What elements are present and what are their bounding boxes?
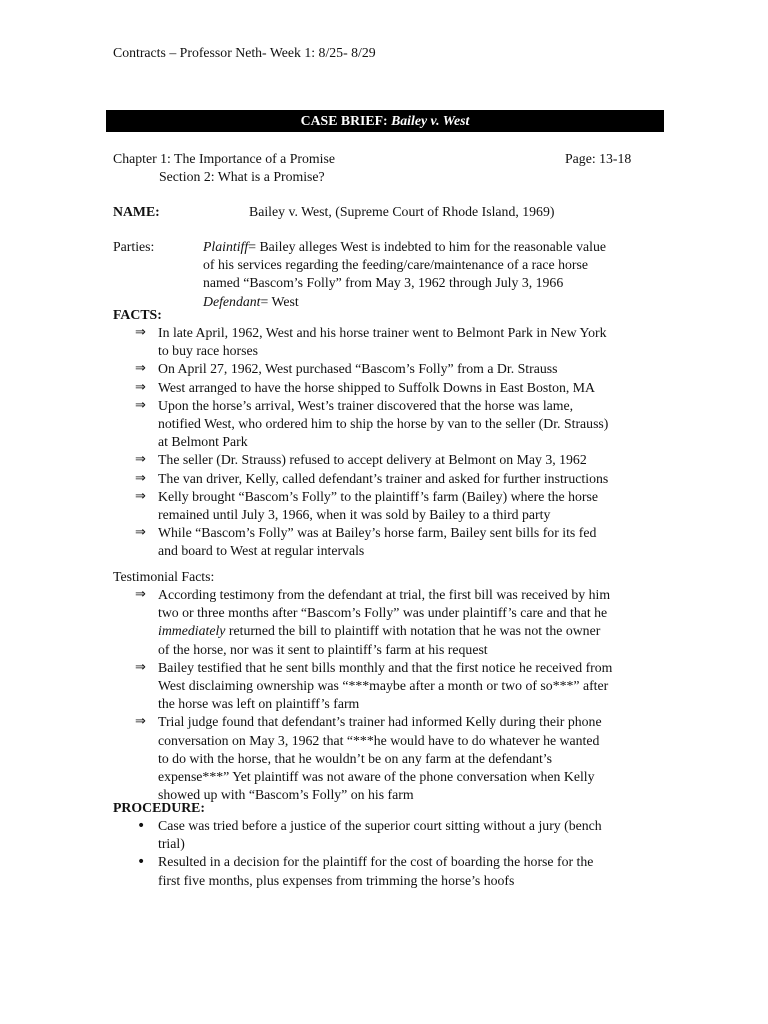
parties-label: Parties: — [113, 239, 155, 254]
list-item — [113, 379, 673, 397]
facts-list — [113, 324, 673, 561]
list-item — [113, 488, 673, 524]
list-item — [113, 524, 673, 560]
plaintiff-text-line: named “Bascom’s Folly” from May 3, 1962 through July 3, 1966 — [203, 275, 564, 291]
list-item-line: and board to West at regular intervals — [158, 543, 365, 559]
arrow-icon: ⇒ — [135, 379, 146, 395]
list-item-line: Trial judge found that defendant’s trainer had informed Kelly during their phone — [158, 714, 602, 730]
facts-heading: FACTS: — [113, 307, 162, 322]
plaintiff-label: Plaintiff — [203, 239, 249, 254]
list-item-line: Case was tried before a justice of the superior court sitting without a jury (bench — [158, 818, 602, 833]
arrow-icon: ⇒ — [135, 587, 146, 602]
arrow-icon: ⇒ — [135, 361, 146, 377]
name-value: Bailey v. West, (Supreme Court of Rhode Island, 1969) — [249, 204, 555, 219]
title-prefix: CASE BRIEF: — [300, 113, 392, 128]
arrow-icon: ⇒ — [135, 452, 146, 468]
list-item-line: notified West, who ordered him to ship the horse by van to the seller (Dr. Strauss) — [158, 416, 609, 432]
list-item-line: According testimony from the defendant at trial, the first bill was received by him — [158, 587, 611, 602]
arrow-icon: ⇒ — [135, 325, 146, 340]
list-item — [113, 817, 673, 853]
chapter-title: Chapter 1: The Importance of a Promise — [113, 151, 335, 166]
bullet-icon: • — [137, 818, 146, 834]
arrow-icon: ⇒ — [135, 525, 146, 541]
list-item-line: In late April, 1962, West and his horse trainer went to Belmont Park in New York — [158, 325, 607, 340]
page-reference: Page: 13-18 — [565, 151, 632, 166]
emphasis-text: immediately — [158, 623, 226, 639]
list-item-line: at Belmont Park — [158, 434, 248, 450]
parties-block — [203, 238, 643, 311]
testimonial-facts-heading: Testimonial Facts: — [113, 569, 215, 584]
case-brief-title-bar — [106, 110, 664, 132]
list-item-line: the horse was left on plaintiff’s farm — [158, 696, 360, 712]
list-item-line: Resulted in a decision for the plaintiff for the cost of boarding the horse for the — [158, 854, 594, 870]
list-item-line: expense***” Yet plaintiff was not aware of the phone conversation when Kelly — [158, 769, 595, 785]
list-item-line: Upon the horse’s arrival, West’s trainer discovered that the horse was lame, — [158, 397, 574, 413]
list-item-line: The van driver, Kelly, called defendant’s trainer and asked for further instructions — [158, 470, 609, 486]
list-item-line: Bailey testified that he sent bills monthly and that the first notice he received from — [158, 659, 613, 675]
list-item-line: first five months, plus expenses from trimming the horse’s hoofs — [158, 872, 515, 888]
list-item-text: returned the bill to plaintiff with notation that he was not the owner — [225, 623, 601, 639]
list-item — [113, 360, 673, 378]
arrow-icon: ⇒ — [135, 397, 146, 413]
testimonial-facts-list — [113, 586, 673, 804]
arrow-icon: ⇒ — [135, 714, 146, 730]
list-item — [113, 470, 673, 488]
list-item-line: West disclaiming ownership was “***maybe after a month or two of so***” after — [158, 678, 609, 694]
list-item — [113, 451, 673, 469]
list-item-line: conversation on May 3, 1962 that “***he would have to do whatever he wanted — [158, 732, 600, 748]
plaintiff-text-line: of his services regarding the feeding/care/maintenance of a race horse — [203, 257, 588, 273]
list-item — [113, 586, 673, 659]
list-item-line: to do with the horse, that he wouldn’t be on any farm at the defendant’s — [158, 750, 553, 766]
defendant-text: = West — [260, 293, 299, 309]
defendant-line — [203, 293, 643, 311]
list-item-line: trial) — [158, 836, 185, 852]
list-item-line: of the horse, nor was it sent to plaintiff’s farm at his request — [158, 641, 488, 657]
name-label: NAME: — [113, 204, 160, 219]
list-item — [113, 397, 673, 452]
case-name: Bailey v. West — [391, 113, 470, 128]
list-item-line: Kelly brought “Bascom’s Folly” to the plaintiff’s farm (Bailey) where the horse — [158, 488, 598, 504]
procedure-list — [113, 817, 673, 890]
list-item-line: to buy race horses — [158, 343, 258, 359]
list-item-line — [158, 622, 673, 640]
arrow-icon: ⇒ — [135, 659, 146, 675]
list-item-line: West arranged to have the horse shipped to Suffolk Downs in East Boston, MA — [158, 379, 596, 395]
list-item-line: On April 27, 1962, West purchased “Bascom’s Folly” from a Dr. Strauss — [158, 361, 558, 377]
list-item-line: remained until July 3, 1966, when it was sold by Bailey to a third party — [158, 507, 551, 523]
section-title: Section 2: What is a Promise? — [159, 169, 325, 184]
bullet-icon: • — [137, 854, 146, 871]
plaintiff-text: = Bailey alleges West is indebted to him for the reasonable value — [248, 239, 606, 254]
procedure-heading: PROCEDURE: — [113, 800, 205, 815]
document-header: Contracts – Professor Neth- Week 1: 8/25- 8/29 — [113, 45, 376, 60]
list-item — [113, 853, 673, 889]
list-item — [113, 324, 673, 360]
list-item-line: While “Bascom’s Folly” was at Bailey’s horse farm, Bailey sent bills for its fed — [158, 525, 597, 541]
arrow-icon: ⇒ — [135, 470, 146, 486]
list-item-line: showed up with “Bascom’s Folly” on his farm — [158, 787, 414, 803]
plaintiff-line — [203, 238, 643, 256]
list-item-line: The seller (Dr. Strauss) refused to accept delivery at Belmont on May 3, 1962 — [158, 452, 587, 468]
list-item — [113, 713, 673, 804]
defendant-label: Defendant — [203, 293, 261, 309]
list-item-line: two or three months after “Bascom’s Folly” was under plaintiff’s care and that he — [158, 605, 608, 621]
arrow-icon: ⇒ — [135, 488, 146, 504]
list-item — [113, 659, 673, 714]
